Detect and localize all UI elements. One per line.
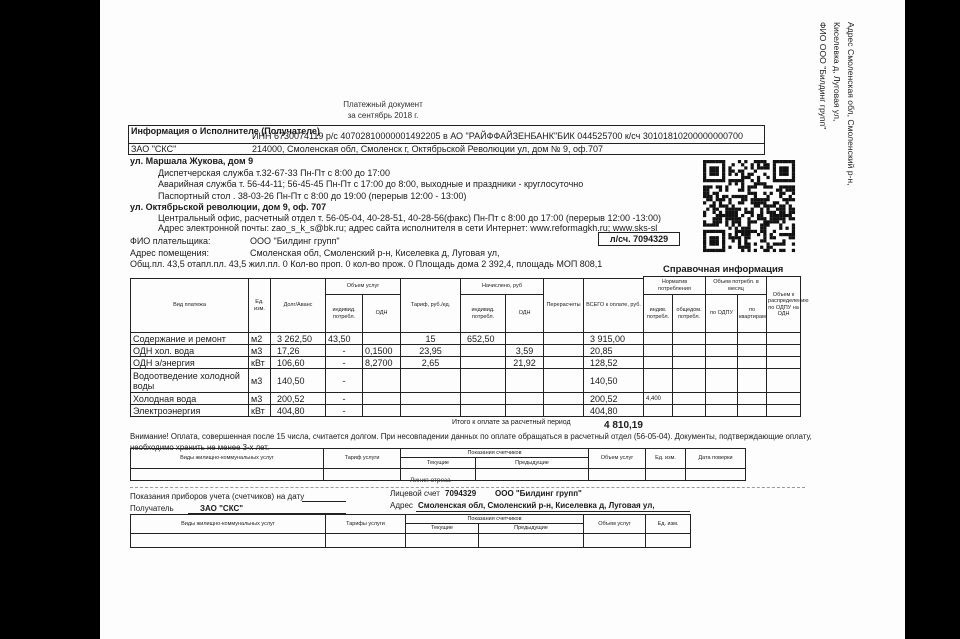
executor-heading: Информация о Исполнителе (Получателе)	[131, 126, 320, 136]
charge-row	[131, 345, 644, 357]
charge-tariff	[401, 369, 461, 393]
margin-address-note	[816, 22, 858, 185]
charge-row	[131, 357, 644, 369]
charge-recalc	[544, 393, 584, 405]
stub-readings-label: Показания приборов учета (счетчиков) на дату	[130, 492, 305, 501]
meter-cell	[476, 469, 589, 481]
reference-header-monthly-odpu: по ОДПУ	[706, 295, 738, 333]
charge-debt: 200,52	[271, 393, 326, 405]
stub-meter-header-row	[131, 515, 691, 524]
charge-volume-odn	[363, 333, 401, 345]
stub-address: Смоленская обл, Смоленский р-н, Киселевка д, Луговая ул,	[418, 501, 655, 510]
header-accrued-odn: ОДН	[506, 295, 544, 333]
charge-unit: м3	[249, 345, 271, 357]
charge-volume-odn	[363, 393, 401, 405]
office-address: ул. Октябрьской революции, дом 9, оф. 707	[130, 202, 327, 212]
executor-bank-details: ИНН 6730074119 р/с 40702810000001492205 в АО "РАЙФФАЙЗЕНБАНК"БИК 044525700 к/сч 30101810200000000700	[252, 131, 743, 141]
stub-meter-cell	[131, 534, 326, 548]
header-recalc: Перерасчеты	[544, 279, 584, 333]
reference-cell	[673, 333, 706, 345]
header-volume: Объем услуг	[326, 279, 401, 295]
reference-cell	[767, 369, 801, 393]
header-volume-odn: ОДН	[363, 295, 401, 333]
charge-volume-individual: -	[326, 357, 363, 369]
charge-recalc	[544, 405, 584, 417]
margin-note-line: Адрес Смоленская обл, Смоленский р-н,	[846, 22, 856, 186]
stub-payer: ООО "Билдинг групп"	[495, 489, 582, 498]
reference-cell	[644, 345, 673, 357]
reference-cell	[706, 369, 738, 393]
reference-header-row	[644, 277, 801, 295]
charge-accrued-odn	[506, 333, 544, 345]
office-line: Аварийная служба т. 56-44-11; 56-45-45 Пн-Пт с 17:00 до 8:00, выходные и праздники - круглосуточно	[158, 179, 584, 189]
reference-cell	[673, 393, 706, 405]
grand-total-label: Итого к оплате за расчетный период	[452, 419, 571, 426]
office-line: Центральный офис, расчетный отдел т. 56-05-04, 40-28-51, 40-28-56(факс) Пн-Пт с 8:00 до 17:00 (перерыв 12:00 -13:00)	[158, 213, 662, 223]
charge-unit: м2	[249, 333, 271, 345]
stub-account: 7094329	[445, 489, 477, 498]
stub-meter-cell	[584, 534, 646, 548]
charge-tariff: 23,95	[401, 345, 461, 357]
account-number-box: л/сч. 7094329	[598, 232, 680, 246]
charge-service: ОДН хол. вода	[131, 345, 249, 357]
reference-cell	[738, 369, 767, 393]
reference-cell	[767, 405, 801, 417]
margin-note-line: Киселевка д, Луговая ул,	[832, 22, 842, 122]
stub-meter-row	[131, 534, 691, 548]
charge-total: 3 915,00	[584, 333, 644, 345]
stub-meter-cell	[646, 534, 691, 548]
payer-name: ООО "Билдинг групп"	[250, 236, 340, 246]
reference-title: Справочная информация	[663, 264, 784, 275]
charge-accrued-odn	[506, 405, 544, 417]
document-period: за сентябрь 2018 г.	[347, 111, 419, 120]
header-service: Вид платежа	[131, 279, 249, 333]
stub-address-label: Адрес	[390, 501, 413, 510]
reference-row	[644, 405, 801, 417]
reference-table	[643, 276, 809, 417]
document-title: Платежный документ	[343, 100, 423, 109]
scan-border-left	[0, 0, 100, 639]
stub-recipient: ЗАО "СКС"	[200, 504, 244, 513]
charge-accrued-individual	[461, 345, 506, 357]
reference-row	[644, 333, 801, 345]
reference-cell	[673, 345, 706, 357]
stub-meter-cell	[406, 534, 479, 548]
charge-volume-individual: -	[326, 405, 363, 417]
reference-cell	[767, 357, 801, 369]
meter-header-volume: Объем услуг	[589, 449, 646, 469]
header-total: ВСЕГО к оплате, руб.	[584, 279, 644, 333]
charge-total: 128,52	[584, 357, 644, 369]
charge-accrued-individual	[461, 405, 506, 417]
payer-area-info: Общ.пл. 43,5 отапл.пл. 43,5 жил.пл. 0 Кол-во проп. 0 кол-во прож. 0 Площадь дома 2 392,4, площадь МОП 808,1	[130, 259, 603, 269]
reference-cell	[706, 393, 738, 405]
charge-service: ОДН э/энергия	[131, 357, 249, 369]
reference-cell	[644, 357, 673, 369]
reference-cold-water-norm: 4,400	[644, 393, 673, 405]
payer-name-label: ФИО плательщика:	[130, 236, 211, 246]
stub-meter-header-tariff: Тарифы услуги	[326, 515, 406, 534]
charge-accrued-individual	[461, 357, 506, 369]
reference-cell	[738, 345, 767, 357]
stub-meter-header-previous: Предыдущие	[479, 524, 584, 534]
charge-service: Холодная вода	[131, 393, 249, 405]
reference-cell	[767, 345, 801, 357]
charge-accrued-individual: 652,50	[461, 333, 506, 345]
executor-address: 214000, Смоленская обл, Смоленск г, Октябрьской Революции ул, дом № 9, оф.707	[252, 144, 603, 154]
notice-line: Внимание! Оплата, совершенная после 15 числа, считается долгом. При несовпадении данных по оплате обращаться в расчетный отдел (56-05-04). Документы, подтверждающие оплату,	[130, 432, 812, 441]
reference-cell	[738, 393, 767, 405]
office-address: ул. Маршала Жукова, дом 9	[130, 156, 254, 166]
stub-meter-cell	[326, 534, 406, 548]
reference-row	[644, 393, 801, 405]
charge-row	[131, 405, 644, 417]
header-accrued: Начислено, руб	[461, 279, 544, 295]
reference-row	[644, 345, 801, 357]
reference-header-monthly-apartments: по квартирам	[738, 295, 767, 333]
charge-debt: 404,80	[271, 405, 326, 417]
stub-date-underline	[302, 501, 346, 502]
charge-recalc	[544, 333, 584, 345]
charge-total: 20,85	[584, 345, 644, 357]
stub-meter-header-service: Виды жилищно-коммунальных услуг	[131, 515, 326, 534]
reference-cell	[706, 357, 738, 369]
reference-cell	[738, 333, 767, 345]
meter-header-current: Текущие	[401, 458, 476, 469]
meter-header-row	[131, 449, 746, 458]
charges-header-row	[131, 279, 644, 295]
charge-accrued-odn: 21,92	[506, 357, 544, 369]
charge-tariff: 2,65	[401, 357, 461, 369]
charge-tariff	[401, 405, 461, 417]
meter-cell	[589, 469, 646, 481]
meter-header-tariff: Тариф услуги	[324, 449, 401, 469]
header-accrued-individual: индивид. потребл.	[461, 295, 506, 333]
charge-total: 404,80	[584, 405, 644, 417]
charge-row	[131, 333, 644, 345]
charge-accrued-individual	[461, 369, 506, 393]
reference-cell	[706, 405, 738, 417]
header-debt: Долг/Аванс	[271, 279, 326, 333]
header-unit: Ед. изм.	[249, 279, 271, 333]
meter-header-readings: Показания счетчиков	[401, 449, 589, 458]
stub-meter-header-readings: Показания счетчиков	[406, 515, 584, 524]
charge-total: 200,52	[584, 393, 644, 405]
qr-code	[703, 160, 795, 252]
charge-tariff: 15	[401, 333, 461, 345]
scan-border-right	[905, 0, 960, 639]
meter-header-service: Виды жилищно-коммунальных услуг	[131, 449, 324, 469]
cut-line-label: Линия отреза	[410, 477, 451, 484]
charge-volume-odn	[363, 405, 401, 417]
charge-unit: м3	[249, 393, 271, 405]
reference-cell	[644, 369, 673, 393]
charge-row	[131, 393, 644, 405]
reference-cell	[706, 345, 738, 357]
reference-header-norm-common: общедом. потребл.	[673, 295, 706, 333]
charge-unit: кВт	[249, 357, 271, 369]
charge-tariff	[401, 393, 461, 405]
charge-volume-individual: -	[326, 393, 363, 405]
charge-recalc	[544, 369, 584, 393]
charge-volume-individual: 43,50	[326, 333, 363, 345]
meter-cell	[131, 469, 324, 481]
charge-total: 140,50	[584, 369, 644, 393]
charges-table	[130, 278, 644, 417]
stub-meter-header-current: Текущие	[406, 524, 479, 534]
charge-service: Электроэнергия	[131, 405, 249, 417]
charge-unit: кВт	[249, 405, 271, 417]
reference-cell	[673, 405, 706, 417]
office-contacts-line: Адрес электронной почты: zao_s_k_s@bk.ru; адрес сайта исполнителя в сети Интернет: www.reformagkh.ru; www.sks-sl	[158, 223, 658, 233]
stub-account-label: Лицевой счет	[390, 489, 440, 498]
charge-volume-individual: -	[326, 369, 363, 393]
reference-row	[644, 357, 801, 369]
stub-meter-cell	[479, 534, 584, 548]
stub-address-underline	[416, 511, 690, 512]
reference-cell	[673, 369, 706, 393]
charge-debt: 106,60	[271, 357, 326, 369]
reference-row	[644, 369, 801, 393]
charge-debt: 17,26	[271, 345, 326, 357]
reference-cell	[644, 333, 673, 345]
document-title-block	[300, 99, 466, 121]
charge-volume-odn: 8,2700	[363, 357, 401, 369]
reference-cell	[706, 333, 738, 345]
office-line: Диспетчерская служба т.32-67-33 Пн-Пт с 8:00 до 17:00	[158, 168, 390, 178]
reference-cell	[738, 357, 767, 369]
meter-header-verification-date: Дата поверки	[686, 449, 746, 469]
meter-cell	[324, 469, 401, 481]
stub-meter-table	[130, 514, 691, 548]
reference-header-distribution: Объем к распределению по ОДПУ на ОДН	[767, 277, 801, 333]
executor-name: ЗАО "СКС"	[131, 144, 177, 154]
reference-header-monthly: Объем потребл. в месяц	[706, 277, 767, 295]
stub-meter-header-unit: Ед. изм.	[646, 515, 691, 534]
payer-address-label: Адрес помещения:	[130, 248, 210, 258]
charge-row	[131, 369, 644, 393]
reference-header-norm: Норматив потребления	[644, 277, 706, 295]
charge-volume-odn: 0,1500	[363, 345, 401, 357]
charge-debt: 140,50	[271, 369, 326, 393]
margin-note-line: ФИО ООО "Билдинг групп"	[818, 22, 828, 130]
meter-header-unit: Ед. изм.	[646, 449, 686, 469]
charge-accrued-individual	[461, 393, 506, 405]
payer-address: Смоленская обл, Смоленский р-н, Киселевка д, Луговая ул,	[250, 248, 500, 258]
charge-recalc	[544, 345, 584, 357]
charge-unit: м3	[249, 369, 271, 393]
meter-cell	[646, 469, 686, 481]
charge-service: Содержание и ремонт	[131, 333, 249, 345]
meter-header-previous: Предыдущие	[476, 458, 589, 469]
stub-meter-header-volume: Объем услуг	[584, 515, 646, 534]
reference-cell	[767, 333, 801, 345]
charge-accrued-odn	[506, 369, 544, 393]
cut-line	[130, 487, 805, 488]
header-tariff: Тариф, руб./ед.	[401, 279, 461, 333]
charge-accrued-odn: 3,59	[506, 345, 544, 357]
reference-cell	[673, 357, 706, 369]
reference-cell	[738, 405, 767, 417]
notice-line: необходимо хранить не менее 3-х лет.	[130, 443, 270, 452]
charge-service: Водоотведение холодной воды	[131, 369, 249, 393]
charge-accrued-odn	[506, 393, 544, 405]
charge-recalc	[544, 357, 584, 369]
reference-header-norm-individual: индив. потребл.	[644, 295, 673, 333]
office-line: Паспортный стол . 38-03-26 Пн-Пт с 8:00 до 19:00 (перерыв 12:00 - 13:00)	[158, 191, 467, 201]
charge-volume-individual: -	[326, 345, 363, 357]
charge-debt: 3 262,50	[271, 333, 326, 345]
header-volume-individual: индивид. потребл.	[326, 295, 363, 333]
charge-volume-odn	[363, 369, 401, 393]
grand-total-value: 4 810,19	[604, 420, 643, 431]
meter-cell	[686, 469, 746, 481]
reference-cell	[767, 393, 801, 405]
stub-recipient-label: Получатель	[130, 504, 174, 513]
reference-cell	[644, 405, 673, 417]
